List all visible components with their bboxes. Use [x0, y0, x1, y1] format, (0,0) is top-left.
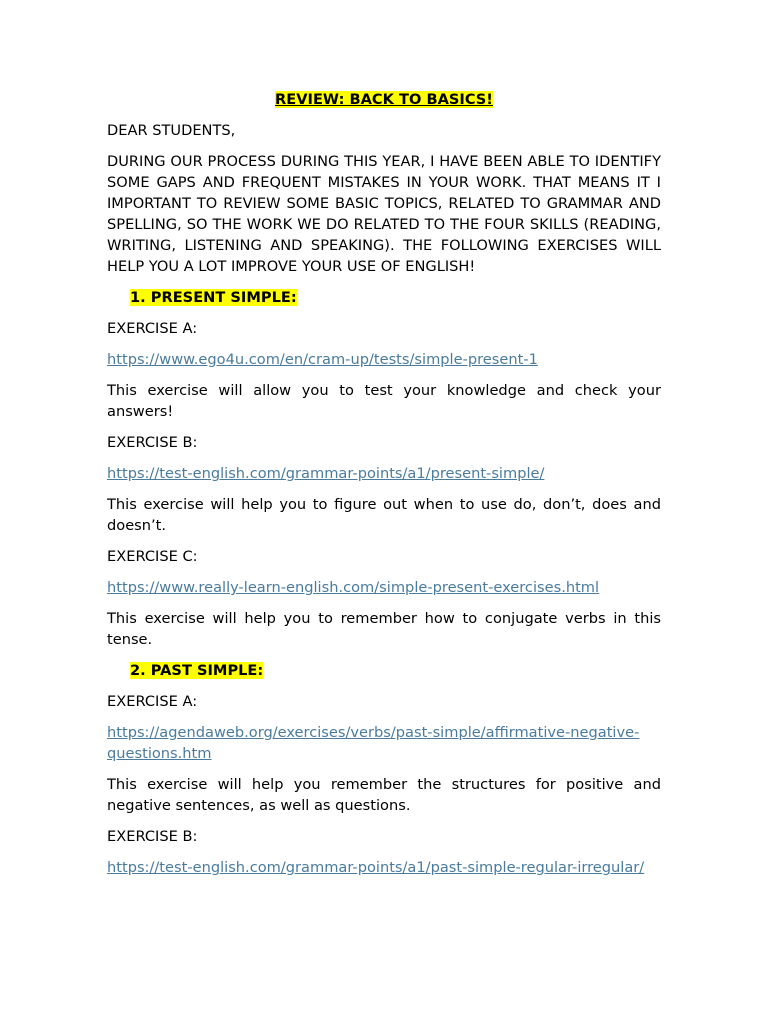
- document-page: [107, 89, 661, 888]
- exercise-description: This exercise will help you to figure out when to use do, don’t, does and doesn’t.: [107, 496, 661, 534]
- exercise-link-line-2[interactable]: questions.htm: [107, 745, 212, 762]
- exercise-link[interactable]: https://test-english.com/grammar-points/a1/present-simple/: [107, 465, 545, 482]
- section-heading-past-simple: [107, 660, 661, 681]
- section-heading-highlight: 1. PRESENT SIMPLE:: [130, 289, 297, 306]
- document-title: [107, 89, 661, 110]
- exercise-description: This exercise will help you to remember how to conjugate verbs in this tense.: [107, 610, 661, 648]
- exercise-link[interactable]: https://test-english.com/grammar-points/a1/past-simple-regular-irregular/: [107, 859, 645, 876]
- greeting: DEAR STUDENTS,: [107, 122, 236, 139]
- intro-paragraph: DURING OUR PROCESS DURING THIS YEAR, I HAVE BEEN ABLE TO IDENTIFY SOME GAPS AND FREQUENT MISTAKES IN YOUR WORK. THAT MEANS IT I IMPORTANT TO REVIEW SOME BASIC TOPICS, RELATED TO GRAMMAR AND SPELLING, SO THE WORK WE DO RELATED TO THE FOUR SKILLS (READING, WRITING, LISTENING AND SPEAKING). THE FOLLOWING EXERCISES WILL HELP YOU A LOT IMPROVE YOUR USE OF ENGLISH!: [107, 153, 661, 275]
- exercise-label: EXERCISE A:: [107, 693, 198, 710]
- exercise-link[interactable]: https://www.really-learn-english.com/simple-present-exercises.html: [107, 579, 600, 596]
- exercise-label: EXERCISE B:: [107, 434, 198, 451]
- exercise-link-paragraph: [107, 463, 661, 484]
- title-highlight: REVIEW: BACK TO BASICS!: [275, 91, 493, 108]
- exercise-description: This exercise will help you remember the structures for positive and negative sentences, as well as questions.: [107, 776, 661, 814]
- exercise-label: EXERCISE C:: [107, 548, 198, 565]
- exercise-link-paragraph: [107, 857, 661, 878]
- exercise-link-paragraph: [107, 722, 661, 764]
- exercise-link-paragraph: [107, 577, 661, 598]
- exercise-description: This exercise will allow you to test your knowledge and check your answers!: [107, 382, 661, 420]
- section-heading-highlight: 2. PAST SIMPLE:: [130, 662, 264, 679]
- exercise-link-paragraph: [107, 349, 661, 370]
- exercise-link-line-1[interactable]: https://agendaweb.org/exercises/verbs/past-simple/affirmative-negative-: [107, 724, 640, 741]
- exercise-label: EXERCISE B:: [107, 828, 198, 845]
- exercise-link[interactable]: https://www.ego4u.com/en/cram-up/tests/simple-present-1: [107, 351, 538, 368]
- exercise-label: EXERCISE A:: [107, 320, 198, 337]
- section-heading-present-simple: [107, 287, 661, 308]
